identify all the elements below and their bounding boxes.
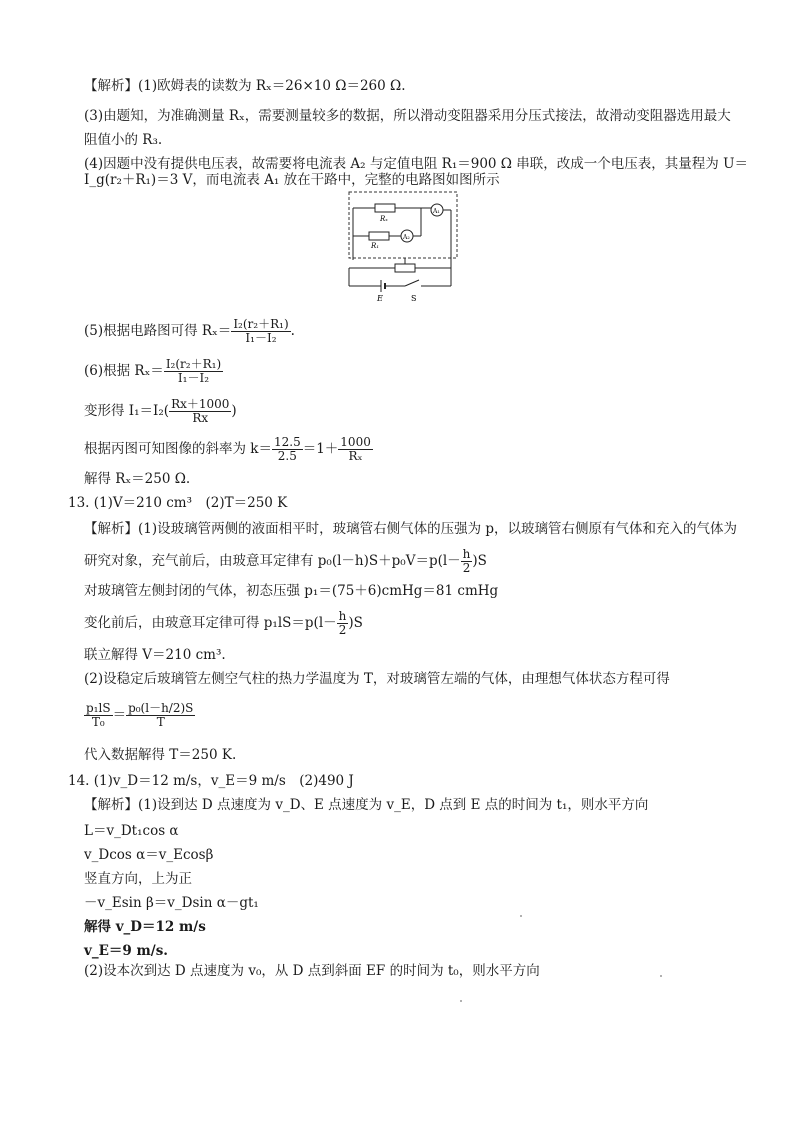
scan-speck	[520, 915, 522, 917]
dashed-box	[349, 192, 457, 258]
line-q13-analysis: 【解析】(1)设玻璃管两侧的液面相平时，玻璃管右侧气体的压强为 p，以玻璃管右侧原有气体和充入的气体为	[84, 521, 738, 537]
part6-text: (6)根据 Rₓ＝	[84, 363, 164, 379]
line-q13-boyle-2	[84, 610, 363, 637]
label-a1: A₁	[433, 208, 440, 215]
q13-boyle-1-fraction	[461, 548, 473, 575]
line-part4-cont: I_g(r₂＋R₁)＝3 V，而电流表 A₁ 放在干路中，完整的电路图如图所示	[84, 172, 500, 188]
line-q13-solve-t: 代入数据解得 T＝250 K.	[84, 747, 237, 763]
transform-fraction	[169, 398, 231, 425]
gas-equation-fraction-1	[84, 702, 113, 729]
line-q14-part2: (2)设本次到达 D 点速度为 v₀，从 D 点到斜面 EF 的时间为 t₀，则水平方向	[84, 963, 540, 979]
line-part4: (4)因题中没有提供电压表，故需要将电流表 A₂ 与定值电阻 R₁＝900 Ω 串联，改成一个电压表，其量程为 U＝	[84, 156, 748, 172]
q13-boyle-1-numerator: h	[462, 547, 471, 561]
transform-numerator: Rx＋1000	[171, 397, 230, 411]
q13-boyle-2-end: )S	[348, 615, 363, 631]
label-a2: A₂	[403, 234, 410, 241]
label-e: E	[377, 294, 383, 303]
part6-fraction	[164, 358, 223, 385]
q13-answer: (1)V＝210 cm³ (2)T＝250 K	[93, 495, 288, 511]
q14-answer: (1)v_D＝12 m/s，v_E＝9 m/s (2)490 J	[93, 773, 354, 789]
line-q13-solve-v: 联立解得 V＝210 cm³.	[84, 647, 226, 663]
q13-number: 13.	[68, 495, 90, 511]
transform-end: )	[231, 403, 237, 419]
part5-numerator: I₂(r₂＋R₁)	[233, 317, 289, 331]
gas-equation-numerator-2: p₀(l－h/2)S	[128, 701, 194, 715]
q13-boyle-1-text: 研究对象，充气前后，由玻意耳定律有 p₀(l－h)S＋p₀V＝p(l－	[84, 553, 461, 569]
resistor-r1	[369, 232, 389, 240]
q14-number: 14.	[68, 773, 90, 789]
line-part6	[84, 358, 223, 385]
transform-denominator: Rx	[192, 411, 209, 425]
gas-equation-numerator-1: p₁lS	[86, 701, 111, 715]
line-q14-ve: v_E＝9 m/s.	[84, 943, 168, 959]
line-q13-gas-equation	[84, 702, 195, 729]
part6-denominator: I₁－I₂	[177, 371, 210, 385]
label-rx: Rₓ	[380, 215, 388, 223]
part5-text: (5)根据电路图可得 Rₓ＝	[84, 323, 232, 339]
q13-header	[68, 494, 287, 512]
label-s: S	[411, 294, 417, 303]
rheostat	[395, 264, 415, 272]
gas-equation-denominator-1: T₀	[91, 715, 105, 729]
part5-end: .	[290, 323, 295, 339]
part5-denominator: I₁－I₂	[245, 331, 277, 345]
q14-header	[68, 772, 354, 790]
scan-speck	[660, 975, 662, 977]
line-ohmmeter-reading: 【解析】(1)欧姆表的读数为 Rₓ＝26×10 Ω＝260 Ω.	[84, 78, 406, 94]
line-q14-vertical-eq: －v_Esin β＝v_Dsin α－gt₁	[84, 895, 259, 911]
line-q13-boyle-1	[84, 548, 487, 575]
circuit-diagram	[335, 188, 465, 304]
line-q14-vertical: 竖直方向，上为正	[84, 871, 192, 887]
slope-fraction-2	[338, 436, 373, 463]
line-q14-analysis: 【解析】(1)设到达 D 点速度为 v_D、E 点速度为 v_E，D 点到 E 点的时间为 t₁，则水平方向	[84, 797, 649, 813]
scan-speck	[460, 1000, 462, 1002]
line-rx-result: 解得 Rₓ＝250 Ω.	[84, 471, 191, 487]
resistor-rx	[375, 204, 395, 212]
gas-equation-equals: ＝	[112, 707, 127, 723]
line-q14-velocity-relation: v_Dcos α＝v_Ecosβ	[84, 847, 214, 863]
line-part3-cont: 阻值小的 R₃.	[84, 132, 163, 148]
part6-numerator: I₂(r₂＋R₁)	[165, 357, 222, 371]
line-part3: (3)由题知，为准确测量 Rₓ，需要测量较多的数据，所以滑动变阻器采用分压式接法，故滑动变阻器选用最大	[84, 108, 731, 124]
slope-denominator-2: Rₓ	[348, 449, 363, 463]
line-part5	[84, 318, 295, 345]
q13-boyle-2-numerator: h	[338, 609, 347, 623]
q13-boyle-2-denominator: 2	[338, 623, 347, 637]
line-q14-horizontal: L＝v_Dt₁cos α	[84, 823, 179, 839]
line-transform	[84, 398, 237, 425]
line-q13-initial-pressure: 对玻璃管左侧封闭的气体，初态压强 p₁＝(75＋6)cmHg＝81 cmHg	[84, 583, 499, 599]
transform-text: 变形得 I₁＝I₂(	[84, 403, 170, 419]
part5-fraction	[231, 318, 290, 345]
slope-numerator-1: 12.5	[273, 435, 301, 449]
slope-text: 根据丙图可知图像的斜率为 k＝	[84, 441, 272, 457]
slope-fraction-1	[272, 436, 303, 463]
switch-lever	[405, 280, 419, 286]
slope-numerator-2: 1000	[340, 435, 371, 449]
q13-boyle-2-fraction	[337, 610, 349, 637]
line-q13-part2: (2)设稳定后玻璃管左侧空气柱的热力学温度为 T，对玻璃管左端的气体，由理想气体状态方程可得	[84, 671, 670, 687]
gas-equation-fraction-2	[126, 702, 195, 729]
line-slope	[84, 436, 373, 463]
slope-denominator-1: 2.5	[277, 449, 297, 463]
line-q14-vd: 解得 v_D＝12 m/s	[84, 919, 206, 935]
label-r1: R₁	[371, 242, 380, 250]
q13-boyle-2-text: 变化前后，由玻意耳定律可得 p₁lS＝p(l－	[84, 615, 337, 631]
q13-boyle-1-denominator: 2	[462, 561, 471, 575]
q13-boyle-1-end: )S	[472, 553, 487, 569]
slope-mid: ＝1＋	[302, 441, 339, 457]
gas-equation-denominator-2: T	[156, 715, 165, 729]
